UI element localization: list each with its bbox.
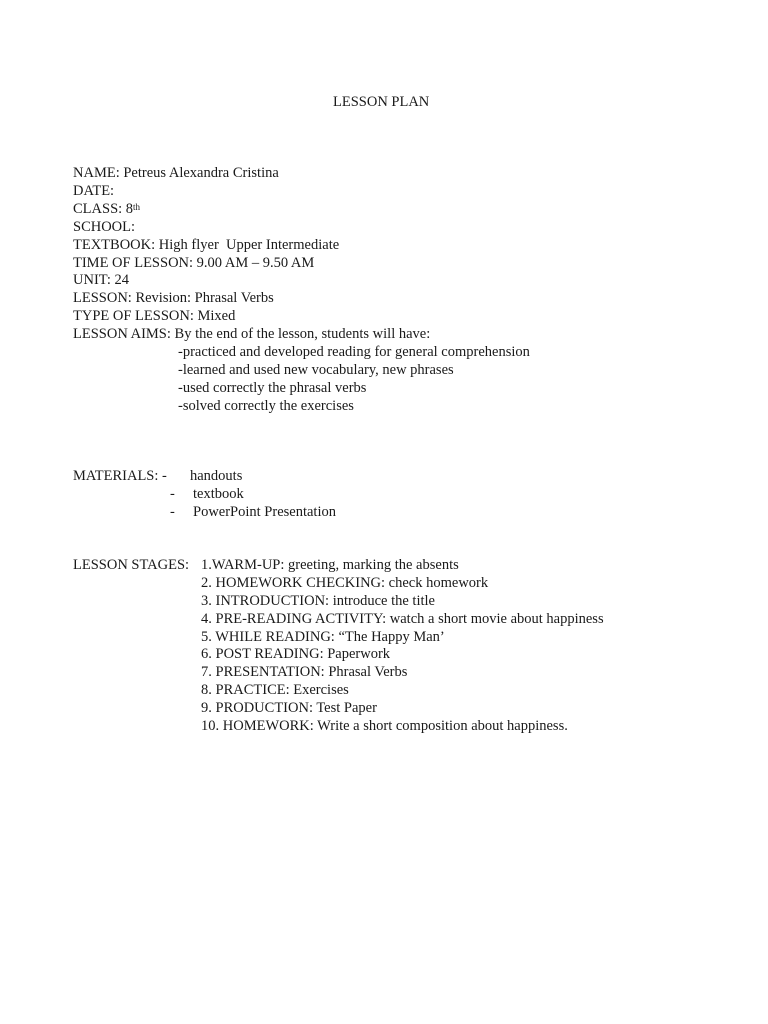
- stage-item: 9. PRODUCTION: Test Paper: [201, 700, 377, 716]
- stage-item: 5. WHILE READING: “The Happy Man’: [201, 629, 445, 645]
- page-title: LESSON PLAN: [333, 94, 430, 110]
- stage-item: 1.WARM-UP: greeting, marking the absents: [201, 557, 459, 573]
- class-label: CLASS: 8: [73, 201, 134, 217]
- material-bullet: -: [170, 504, 175, 520]
- class-field: [73, 200, 140, 218]
- aim-item: -used correctly the phrasal verbs: [178, 380, 367, 396]
- name-field: NAME: Petreus Alexandra Cristina: [73, 165, 279, 181]
- stage-item: 4. PRE-READING ACTIVITY: watch a short movie about happiness: [201, 611, 604, 627]
- stage-item: 3. INTRODUCTION: introduce the title: [201, 593, 435, 609]
- materials-label: MATERIALS: -: [73, 468, 167, 484]
- date-field: DATE:: [73, 183, 115, 199]
- stage-item: 2. HOMEWORK CHECKING: check homework: [201, 575, 489, 591]
- class-superscript: th: [133, 202, 141, 212]
- lesson-field: LESSON: Revision: Phrasal Verbs: [73, 290, 274, 306]
- material-bullet: -: [170, 486, 175, 502]
- aim-item: -practiced and developed reading for general comprehension: [178, 344, 530, 360]
- stage-item: 6. POST READING: Paperwork: [201, 646, 391, 662]
- textbook-field: TEXTBOOK: High flyer Upper Intermediate: [73, 237, 340, 253]
- type-field: TYPE OF LESSON: Mixed: [73, 308, 236, 324]
- stage-item: 10. HOMEWORK: Write a short composition about happiness.: [201, 718, 568, 734]
- aim-item: -learned and used new vocabulary, new phrases: [178, 362, 454, 378]
- time-field: TIME OF LESSON: 9.00 AM – 9.50 AM: [73, 255, 315, 271]
- school-field: SCHOOL:: [73, 219, 136, 235]
- stage-item: 7. PRESENTATION: Phrasal Verbs: [201, 664, 408, 680]
- aims-label: LESSON AIMS: By the end of the lesson, students will have:: [73, 326, 431, 342]
- stage-item: 8. PRACTICE: Exercises: [201, 682, 349, 698]
- aim-item: -solved correctly the exercises: [178, 398, 354, 414]
- material-item: handouts: [190, 468, 243, 484]
- material-item: PowerPoint Presentation: [193, 504, 336, 520]
- unit-field: UNIT: 24: [73, 272, 130, 288]
- material-item: textbook: [193, 486, 244, 502]
- stages-label: LESSON STAGES:: [73, 557, 190, 573]
